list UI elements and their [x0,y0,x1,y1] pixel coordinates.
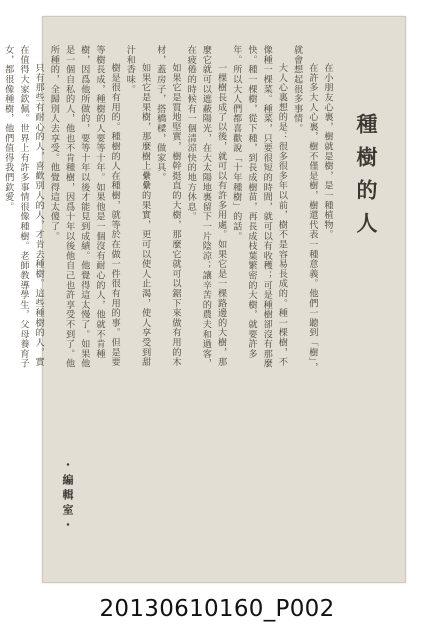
article-title: 種樹的人 [354,113,379,245]
paragraph: 只有那些有耐心的人，喜歡別人的人，才肯去種樹。這些種樹的人，實在值得大家欽佩。世界上有許多事情很像種樹。老師教導學生，父母養育子女，都很像種樹，他們值得我們欽愛。 [2,45,45,369]
paragraph: 在小朋友心裏，樹就是樹，是一種植物。 [322,63,333,240]
paragraph: 一棵樹長成了以後，就可以有許多用處。如果它是一棵路邊的大樹，那麼它就可以遮蔽陽光，在大太陽地裏留下一片陰涼；讓辛苦的農夫和過客，在疲倦的時候有一個清涼快的地方休息。 [185,45,227,369]
paragraph: 如果它是質地堅實，樹幹挺直的大樹，那麼它就可以鋸下來做有用的木材，蓋房子，搭橋樑，做家具。 [154,45,181,368]
paragraph [0,45,1,375]
document-page [2,16,406,583]
paragraph: 如果它是果樹，那麼樹上纍纍的果實，更可以使人止渴，使人享受到甜汁和香味。 [124,45,151,368]
article-body [2,45,335,375]
page-id-caption: 20130610160_P002 [99,596,335,622]
paragraph: 大人心裏想的是：很多很多年以前，樹不是容易長成的。種一棵樹，不像種一棵菜。種菜，只要很短的時間，就可以有收穫；可是種樹卻沒有那麼快。種一棵樹，從下種，到長成樹苗，再長成枝葉繁密的大樹，就要許多年。所以大人們都喜歡說「十年種樹」的話。 [230,45,288,369]
editor-byline: ・編輯室・ [61,459,74,534]
paragraph: 在許多大人心裏，樹不僅是樹，樹還代表一種意義。他們一聽到「樹」，就會想起很多事情。 [291,45,318,373]
paragraph: 樹是很有用的。種樹的人在種樹，就等於在做一件很有用的事。但是要等樹長成，種樹的人要等十年。如果他是一個沒有耐心的人，他就不肯種樹，因爲他所做的，要等十年以後才能見到成績。他覺得這太慢了。如果他是一個自私的人，他也不肯種樹，因爲十年以後他自己也許享受不到了。他所種的，全歸別人去享受。他覺得這太傻了。 [48,45,121,369]
